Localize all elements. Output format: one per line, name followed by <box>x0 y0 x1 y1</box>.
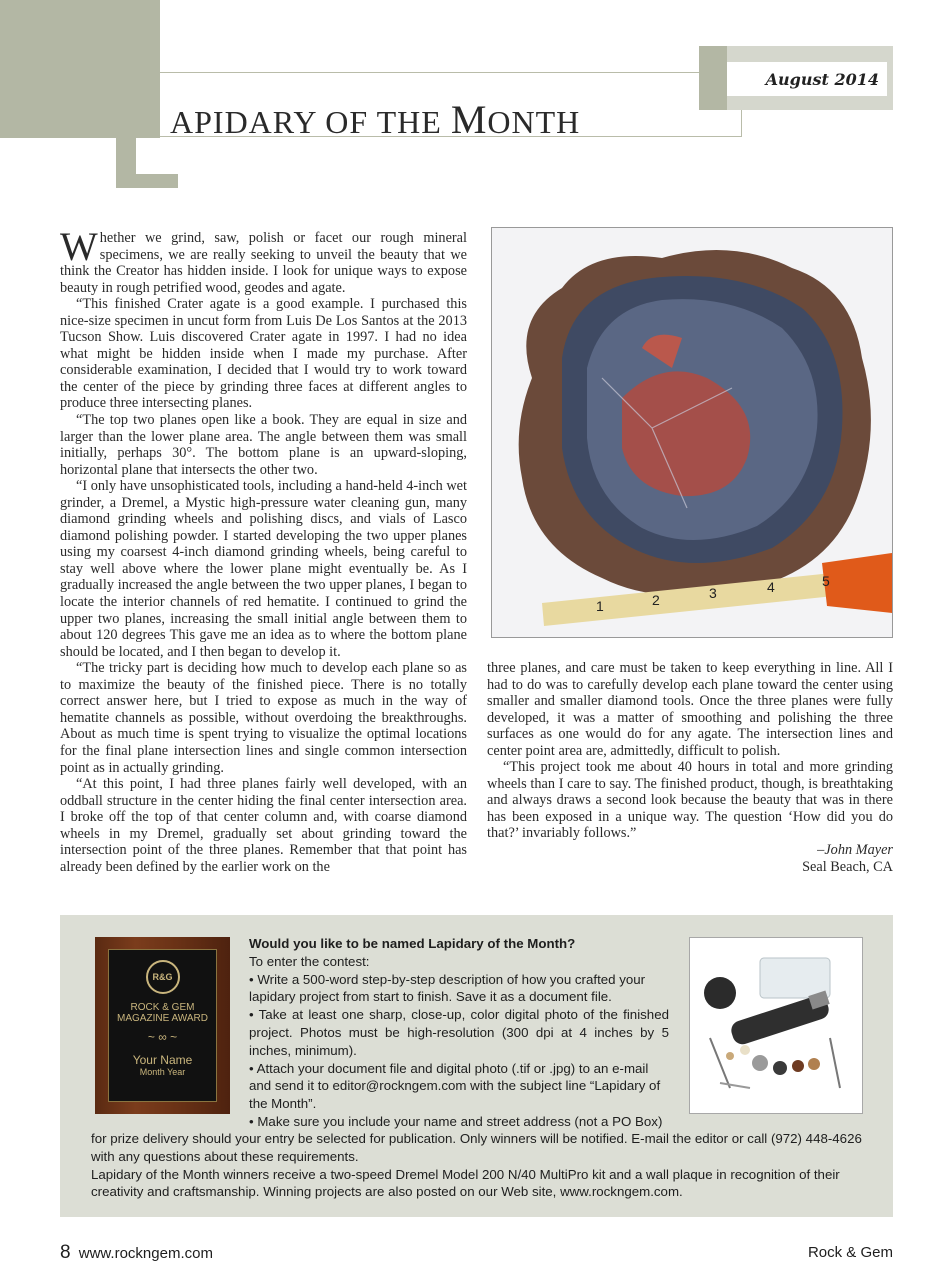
contest-heading: Would you like to be named Lapidary of the Month? <box>249 936 576 951</box>
contest-bullet: • Make sure you include your name and street address (not a PO Box) <box>249 1113 663 1129</box>
agate-illustration <box>492 228 892 637</box>
contest-prize-text: Lapidary of the Month winners receive a two-speed Dremel Model 200 N/40 MultiPro kit and a wall plaque in recognition of their creativity and craftsmanship. Winning projects are also posted on our Web site, www.rockngem.com. <box>91 1166 840 1200</box>
article-paragraph: “The top two planes open like a book. They are equal in size and larger than the lower plane area. The angle between them was small initially, perhaps 30°. The bottom plane is an upward-sloping, horizontal plane that intersects the other two. <box>60 412 467 478</box>
title-word-2: ONTH <box>487 104 581 140</box>
contest-bullet: • Take at least one sharp, close-up, color digital photo of the finished project. Photos must be high-resolution (300 dpi at 4 inches by 5 inches, minimum). <box>249 1007 669 1058</box>
article-paragraph: three planes, and care must be taken to keep everything in line. All I had to do was to carefully develop each plane toward the center using smaller and smaller diamond tools. Once the three planes were fully developed, it was a matter of smoothing and polishing the three surfaces as one would do for any agate. The intersection lines and center point area are, admittedly, difficult to polish. <box>487 660 893 759</box>
title-word-1: APIDARY OF THE <box>170 104 442 140</box>
plaque-name: Your Name <box>132 1053 193 1067</box>
contest-instructions-continued <box>91 1130 871 1201</box>
drop-cap: W <box>60 224 98 269</box>
tape-number: 2 <box>652 592 660 608</box>
plaque-ornament-icon: ~ ∞ ~ <box>147 1030 178 1044</box>
title-word-2-cap: M <box>450 97 488 142</box>
issue-date-box <box>727 62 887 96</box>
date-tab-accent <box>699 46 727 110</box>
footer-website: www.rockngem.com <box>78 1245 213 1262</box>
contest-instructions <box>249 935 669 1131</box>
agate-photo <box>491 227 893 638</box>
tape-number: 3 <box>709 585 717 601</box>
tape-number: 1 <box>596 598 604 614</box>
article-column-right <box>487 660 893 875</box>
page-title <box>170 96 580 143</box>
tape-number: 5 <box>822 573 830 589</box>
dremel-kit-photo <box>689 937 863 1114</box>
article-paragraph: “I only have unsophisticated tools, including a hand-held 4-inch wet grinder, a Dremel, a Mystic high-pressure water cleaning gun, many diamond grinding wheels and polishing discs, and vials of Lasco diamond polishing powder. I started developing the two upper planes using my coarsest 4-inch diamond grinding wheels, being careful to stay well above where the lower plane might eventually be. As I gradually increased the angle between the two upper planes, I began to locate the interior channels of red hematite. I continued to grind the upper two planes, increasing the small initial angle between them to about 120 degrees This gave me an idea as to where the bottom plane should be located, and I then began to develop it. <box>60 478 467 660</box>
article-paragraph: “This finished Crater agate is a good example. I purchased this nice-size specimen in uncut form from Luis De Los Santos at the 2013 Tucson Show. Luis discovered Crater agate in 1997. I had no idea what might be hidden inside when I made my purchase. After considerable examination, I decided that I would try to work toward the center of the piece by grinding three faces at different angles to produce three intersecting planes. <box>60 296 467 412</box>
footer-left <box>60 1242 213 1264</box>
contest-bullet: • Attach your document file and digital photo (.tif or .jpg) to an e-mail and send it to editor@rockngem.com with the subject line “Lapidary of the Month”. <box>249 1060 661 1112</box>
author-name: –John Mayer <box>817 842 893 859</box>
tape-number: 4 <box>767 579 775 595</box>
plaque-award-line: ROCK & GEM <box>130 1002 195 1013</box>
award-plaque-image <box>95 937 230 1114</box>
title-initial-graphic <box>116 64 178 188</box>
page-number: 8 <box>60 1242 71 1263</box>
article-paragraph: “This project took me about 40 hours in total and more grinding wheels than I care to say. The finished product, though, is breathtaking and always draws a second look because the beauty that was in there has been exposed in a unique way. The question ‘How did you do that?’ invariably follows.” <box>487 759 893 842</box>
article-column-left <box>60 224 467 875</box>
title-rule <box>160 72 700 73</box>
plaque-award-line: MAGAZINE AWARD <box>117 1013 208 1024</box>
author-location: Seal Beach, CA <box>802 858 893 875</box>
article-paragraph: “At this point, I had three planes fairly well developed, with an oddball structure in the center hiding the final center intersection area. I broke off the top of that center column and, with coarse diamond wheels in my Dremel, gradually set about grinding toward the intersection point of the three planes. Remember that that point has already been defined by the earlier work on the <box>60 776 467 875</box>
contest-bullet: • Write a 500-word step-by-step description of how you crafted your lapidary project from start to finish. Save it as a document file. <box>249 971 646 1005</box>
contest-bullet-continued: for prize delivery should your entry be selected for publication. Only winners will be notified. E-mail the editor or call (972) 448-4626 with any questions about these requirements. <box>91 1131 862 1164</box>
title-box-edge <box>741 110 742 137</box>
plaque-logo: R&G <box>146 960 180 994</box>
contest-intro: To enter the contest: <box>249 953 370 969</box>
article-paragraph: Whether we grind, saw, polish or facet our rough mineral specimens, we are really seeking to unveil the beauty that we think the Creator has hidden inside. I look for unique ways to expose beauty in rough petrified wood, geodes and agate. <box>60 224 467 296</box>
dremel-kit-illustration <box>690 938 862 1113</box>
article-paragraph: “The tricky part is deciding how much to develop each plane so as to maximize the beauty of the finished piece. There is no totally correct answer here, but I tried to expose as much in the way of hematite channels as possible, without overdoing the breakthroughs. About as much time is spent trying to visualize the optimal locations for the final plane intersection lines and single common intersection point as in actually grinding. <box>60 660 467 776</box>
issue-date: August 2014 <box>765 70 879 89</box>
plaque-date: Month Year <box>139 1067 186 1077</box>
footer-magazine-name: Rock & Gem <box>807 1244 893 1261</box>
